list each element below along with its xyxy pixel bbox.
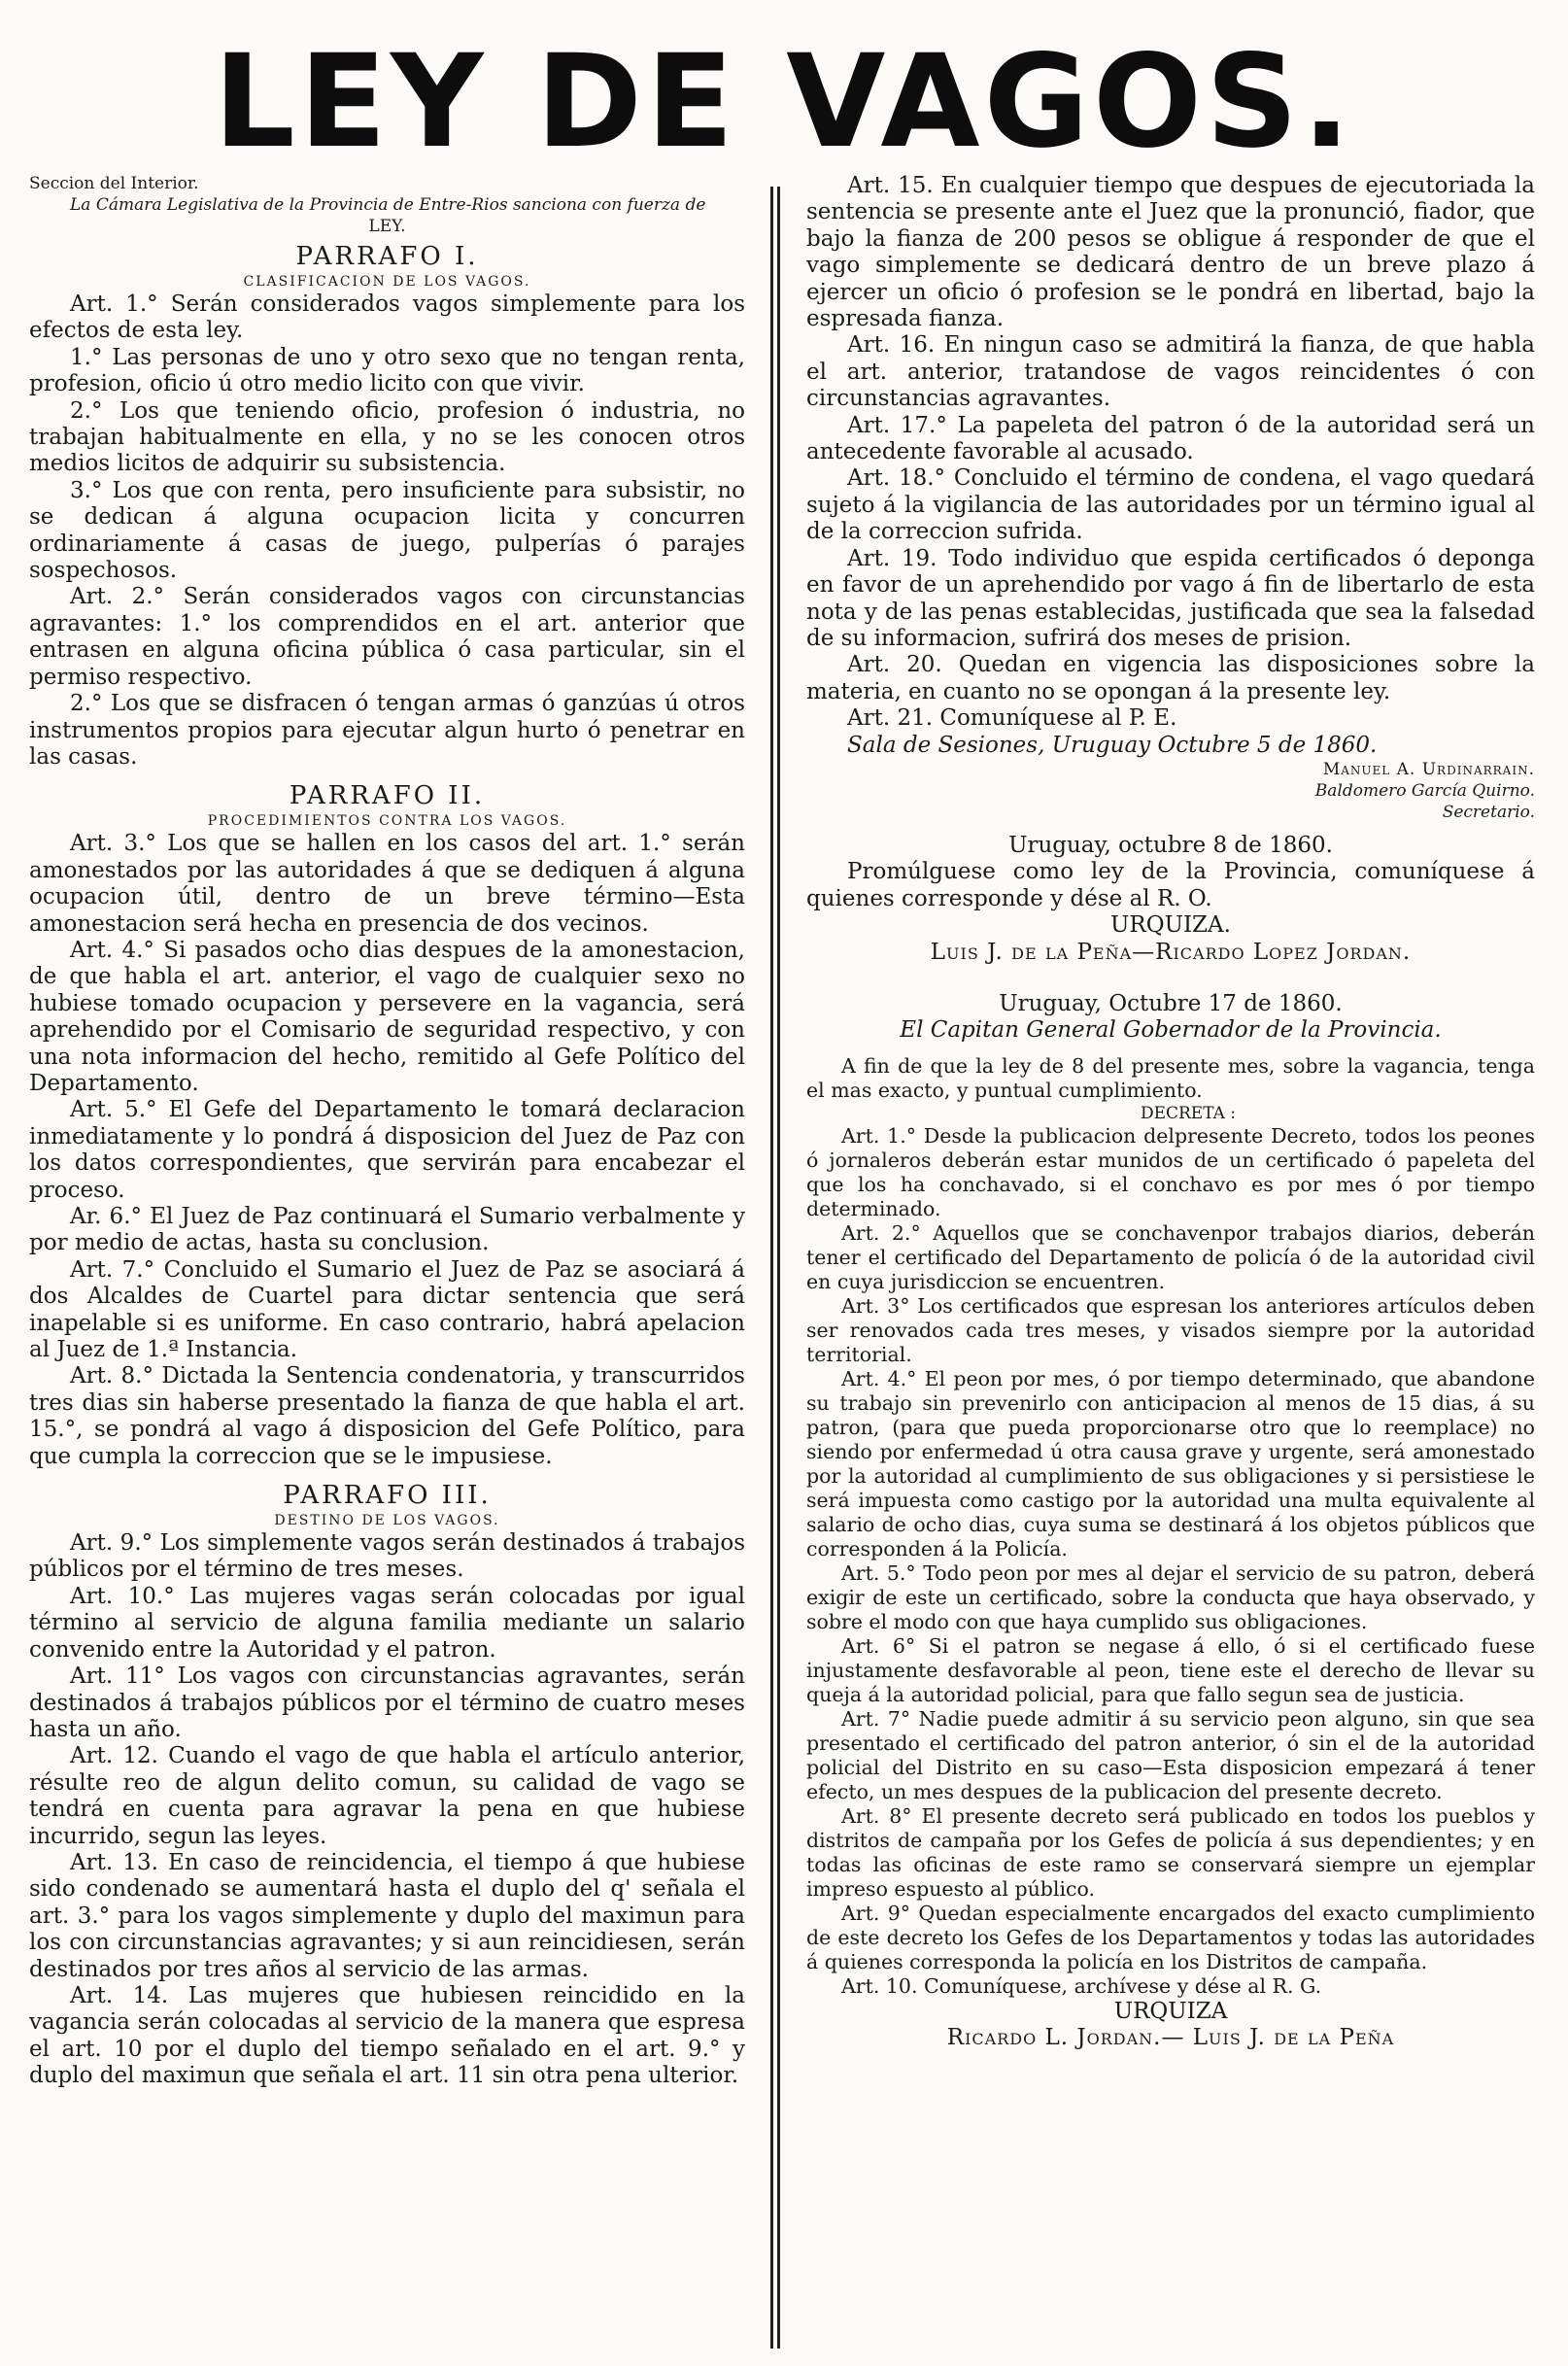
decree-article-5: Art. 5.° Todo peon por mes al dejar el servicio de su patron, deberá exigir de este un certificado, sobre la conducta que haya observado, y sobre el modo con que haya cumplido sus obligaciones. — [806, 1560, 1535, 1633]
decree-date: Uruguay, Octubre 17 de 1860. — [999, 990, 1343, 1016]
section-heading-parrafo-3: PARRAFO III. — [283, 1481, 492, 1511]
article-21: Art. 21. Comuníquese al P. E. — [847, 705, 1177, 732]
article-1-item-2: 2.° Los que teniendo oficio, profesion ó industria, no trabajan habitualmente en ella, y no se les conocen otros medios licitos de adquirir su subsistencia. — [29, 397, 745, 477]
article-14: Art. 14. Las mujeres que hubiesen reincidido en la vagancia serán colocadas al servicio de la manera que espresa el art. 10 por el duplo del tiempo señalado en el art. 9.° y duplo del maximun que señala el art. 11 sin otra pena ulterior. — [29, 1982, 745, 2089]
article-4: Art. 4.° Si pasados ocho dias despues de la amonestacion, de que habla el art. anterior, el vago de cualquier sexo no hubiese tomado ocupacion y persevere en la vagancia, será aprehendido por el Comisario de seguridad respectivo, y con una nota informacion del hecho, remitido al Gefe Político del Departamento. — [29, 937, 745, 1096]
decree-article-3: Art. 3° Los certificados que espresan los anteriores artículos deben ser renovados cada tres meses, y visados siempre por la autoridad territorial. — [806, 1293, 1535, 1366]
signature-secretario: Secretario. — [1442, 802, 1535, 822]
section-label: Seccion del Interior. — [29, 174, 199, 193]
signature-urquiza-final: URQUIZA — [1113, 1998, 1228, 2024]
decree-article-10: Art. 10. Comuníquese, archívese y dése al R. G. — [841, 1973, 1322, 1998]
article-6: Ar. 6.° El Juez de Paz continuará el Sumario verbalmente y por medio de actas, hasta su conclusion. — [29, 1204, 745, 1256]
section-heading-parrafo-1: PARRAFO I. — [295, 242, 479, 271]
decreta-label: DECRETA : — [1140, 1103, 1237, 1123]
decree-article-6: Art. 6° Si el patron se negase á ello, ó si el certificado fuese injustamente desfavorable al peon, tiene este el derecho de llevar su queja á la autoridad policial, para que fallo segun sea de justicia. — [806, 1633, 1535, 1706]
article-1-item-1: 1.° Las personas de uno y otro sexo que no tengan renta, profesion, oficio ú otro medio licito con que vivir. — [29, 344, 745, 397]
article-3: Art. 3.° Los que se hallen en los casos del art. 1.° serán amonestados por las autoridades á que se dediquen á alguna ocupacion útil, dentro de un breve término—Esta amonestacion será hecha en presencia de dos vecinos. — [29, 831, 745, 937]
article-9: Art. 9.° Los simplemente vagos serán destinados á trabajos públicos por el término de tres meses. — [29, 1530, 745, 1583]
decree-article-8: Art. 8° El presente decreto será publicado en todos los pueblos y distritos de campaña por los Gefes de policía á sus dependientes; y en todas las oficinas de este ramo se conservará siempre un ejemplar impreso espuesto al público. — [806, 1803, 1535, 1901]
section-subheading-parrafo-3: DESTINO DE LOS VAGOS. — [274, 1513, 500, 1529]
section-subheading-parrafo-2: PROCEDIMIENTOS CONTRA LOS VAGOS. — [207, 813, 567, 830]
section-heading-parrafo-2: PARRAFO II. — [289, 781, 486, 811]
promulgation-date: Uruguay, octubre 8 de 1860. — [1008, 832, 1333, 858]
column-divider-rule — [777, 187, 780, 2349]
article-16: Art. 16. En ningun caso se admitirá la fianza, de que habla el art. anterior, tratandose de vagos reincidentes ó con circunstancias agravantes. — [806, 332, 1535, 412]
signature-pena-lopez-jordan: Luis J. de la Peña—Ricardo Lopez Jordan. — [930, 939, 1412, 965]
article-19: Art. 19. Todo individuo que espida certificados ó deponga en favor de un aprehendido por vago á fin de libertarlo de esta nota y de las penas establecidas, justificada que sea la falsedad de su informacion, sufrirá dos meses de prision. — [806, 545, 1535, 651]
article-15: Art. 15. En cualquier tiempo que despues de ejecutoriada la sentencia se presente ante el Juez que la pronunció, fiador, que bajo la fianza de 200 pesos se obligue á responder de que el vago simplemente se dedicará dentro de un breve plazo á ejercer un oficio ó profesion se le pondrá en libertad, bajo la espresada fianza. — [806, 173, 1535, 332]
decree-body — [806, 1054, 1535, 1999]
signature-urquiza: URQUIZA. — [1110, 912, 1231, 939]
right-column — [806, 173, 1535, 2345]
article-18: Art. 18.° Concluido el término de condena, el vago quedará sujeto á la vigilancia de las autoridades por un término igual al de la correccion sufrida. — [806, 465, 1535, 545]
preamble: La Cámara Legislativa de la Provincia de Entre-Rios sanciona con fuerza de — [70, 195, 706, 215]
article-13: Art. 13. En caso de reincidencia, el tiempo á que hubiese sido condenado se aumentará hasta el duplo del q' señala el art. 3.° para los vagos simplemente y duplo del maximun para los con circunstancias agravantes; y si aun reincidiesen, serán destinados por tres años al servicio de las armas. — [29, 1849, 745, 1982]
section-subheading-parrafo-1: CLASIFICACION DE LOS VAGOS. — [243, 274, 531, 290]
decree-article-7: Art. 7° Nadie puede admitir á su servicio peon alguno, sin que sea presentado el certificado del patron anterior, ó sin el de la autoridad policial del Distrito en su caso—Esta disposicion empezará á tener efecto, un mes despues de la publicacion del presente decreto. — [806, 1706, 1535, 1803]
article-1: Art. 1.° Serán considerados vagos simplemente para los efectos de esta ley. — [29, 291, 745, 344]
decree-article-4: Art. 4.° El peon por mes, ó por tiempo determinado, que abandone su trabajo sin prevenirlo con anticipacion al menos de 15 dias, á su patron, (para que pueda proporcionarse otro que lo reemplace) no siendo por enfermedad ú otra causa grave y urgente, será amonestado por la autoridad al cumplimiento de sus obligaciones y si persistiese le será impuesta como castigo por la autoridad una multa equivalente al salario de ocho dias, cuya suma se destinará á los objetos públicos que corresponden á la Policía. — [806, 1366, 1535, 1560]
session-date: Sala de Sesiones, Uruguay Octubre 5 de 1860. — [847, 732, 1378, 758]
article-2-item-2: 2.° Los que se disfracen ó tengan armas ó ganzúas ú otros instrumentos propios para ejecutar algun hurto ó penetrar en las casas. — [29, 691, 745, 770]
masthead-title: LEY DE VAGOS. — [213, 27, 1355, 177]
promulgation-text: Promúlguese como ley de la Provincia, comuníquese á quienes corresponde y dése al R. O. — [806, 859, 1535, 911]
article-1-item-3: 3.° Los que con renta, pero insuficiente para subsistir, no se dedican á alguna ocupacion licita y concurren ordinariamente á casas de juego, pulperías ó parajes sospechosos. — [29, 477, 745, 584]
article-7: Art. 7.° Concluido el Sumario el Juez de Paz se asociará á dos Alcaldes de Cuartel para dictar sentencia que será inapelable si es uniforme. En caso contrario, habrá apelacion al Juez de 1.ª Instancia. — [29, 1256, 745, 1363]
article-12: Art. 12. Cuando el vago de que habla el artículo anterior, résulte reo de algun delito comun, su calidad de vago se tendrá en cuenta para agravar la pena en que hubiese incurrido, segun las leyes. — [29, 1743, 745, 1849]
left-column — [29, 173, 745, 2345]
article-8: Art. 8.° Dictada la Sentencia condenatoria, y transcurridos tres dias sin haberse presentado la fianza de que habla el art. 15.°, se pondrá al vago á disposicion del Gefe Político, para que cumpla la correccion que se le impusiese. — [29, 1363, 745, 1469]
signature-urdinarrain: Manuel A. Urdinarrain. — [1322, 759, 1535, 779]
decree-article-1: Art. 1.° Desde la publicacion delpresente Decreto, todos los peones ó jornaleros deberán estar munidos de un certificado ó papeleta del que los ha conchavado, si el conchavo es por mes ó por tiempo determinado. — [806, 1123, 1535, 1220]
decree-intro: A fin de que la ley de 8 del presente mes, sobre la vagancia, tenga el mas exacto, y puntual cumplimiento. — [806, 1053, 1535, 1102]
column-divider-rule — [770, 187, 773, 2349]
article-20: Art. 20. Quedan en vigencia las disposiciones sobre la materia, en cuanto no se opongan á la presente ley. — [806, 652, 1535, 704]
article-17: Art. 17.° La papeleta del patron ó de la autoridad será un antecedente favorable al acusado. — [806, 412, 1535, 465]
decree-article-2: Art. 2.° Aquellos que se conchavenpor trabajos diarios, deberán tener el certificado del Departamento de policía ó de la autoridad civil en cuya jurisdiccion se encuentren. — [806, 1220, 1535, 1293]
article-2: Art. 2.° Serán considerados vagos con circunstancias agravantes: 1.° los comprendidos en el art. anterior que entrasen en alguna oficina pública ó casa particular, sin el permiso respectivo. — [29, 584, 745, 690]
signature-garcia-quirno: Baldomero García Quirno. — [1314, 780, 1535, 801]
signature-jordan-pena: Ricardo L. Jordan.— Luis J. de la Peña — [946, 2025, 1395, 2051]
preamble-end: LEY. — [368, 217, 406, 236]
article-10: Art. 10.° Las mujeres vagas serán colocadas por igual término al servicio de alguna familia mediante un salario convenido entre la Autoridad y el patron. — [29, 1583, 745, 1663]
article-5: Art. 5.° El Gefe del Departamento le tomará declaracion inmediatamente y lo pondrá á disposicion del Juez de Paz con los datos correspondientes, que servirán para encabezar el proceso. — [29, 1097, 745, 1203]
decree-heading: El Capitan General Gobernador de la Provincia. — [900, 1017, 1442, 1044]
article-11: Art. 11° Los vagos con circunstancias agravantes, serán destinados á trabajos públicos por el término de cuatro meses hasta un año. — [29, 1663, 745, 1742]
decree-article-9: Art. 9° Quedan especialmente encargados del exacto cumplimiento de este decreto los Gefes de los Departamentos y todas las autoridades á quienes corresponda la policía en los Distritos de campaña. — [806, 1901, 1535, 1973]
